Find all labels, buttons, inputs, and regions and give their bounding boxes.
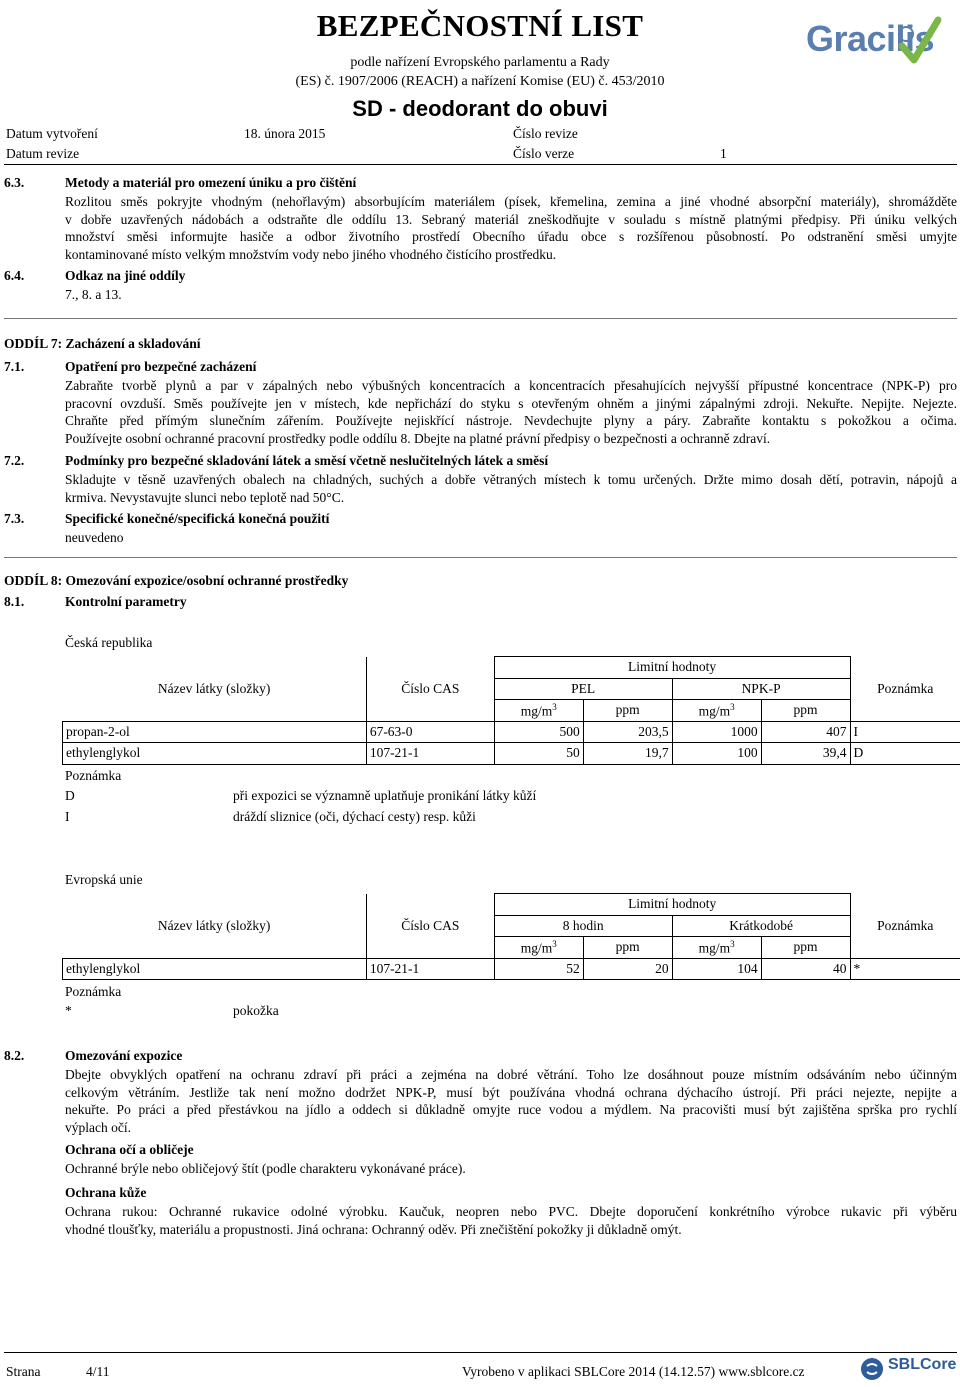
value-cell: 50 xyxy=(494,743,583,765)
header-subtitle-1: podle nařízení Evropského parlamentu a Rady xyxy=(350,55,610,70)
table-row xyxy=(63,721,960,743)
cz-limits-table xyxy=(62,656,960,765)
cz-country-label: Česká republika xyxy=(65,635,153,650)
version-value: 1 xyxy=(720,146,727,161)
value-cell: 203,5 xyxy=(583,721,672,743)
section-8-1-number: 8.1. xyxy=(4,594,25,609)
section-7-1-title: Opatření pro bezpečné zacházení xyxy=(65,359,257,374)
pel-header: PEL xyxy=(494,678,672,700)
table-row xyxy=(63,958,960,980)
value-cell: 19,7 xyxy=(583,743,672,765)
skin-protection-text: Ochrana rukou: Ochranné rukavice odolné výrobku. Kaučuk, neopren nebo PVC. Dbejte doporučení konkrétního výrobce rukavic při výběru vhodné tloušťky, materiálu a propustnosti. Jiná ochrana: Ochranný oděv. Při znečištění pokožky ji důkladně omýt. xyxy=(65,1204,957,1237)
section-6-4-number: 6.4. xyxy=(4,268,25,283)
revision-date-label: Datum revize xyxy=(6,146,80,161)
note-cell: I xyxy=(850,721,960,743)
unit-ppm: ppm xyxy=(583,700,672,722)
created-label: Datum vytvoření xyxy=(6,126,98,141)
note-header: Poznámka xyxy=(850,894,960,959)
short-term-header: Krátkodobé xyxy=(672,915,850,937)
cas-number: 107-21-1 xyxy=(366,743,494,765)
npk-header: NPK-P xyxy=(672,678,850,700)
eye-protection-text: Ochranné brýle nebo obličejový štít (podle charakteru vykonávané práce). xyxy=(65,1161,466,1176)
value-cell: 500 xyxy=(494,721,583,743)
value-cell: 100 xyxy=(672,743,761,765)
unit-ppm: ppm xyxy=(761,937,850,959)
unit-mgm3: $mg/m^3$ xyxy=(672,937,761,959)
cz-note-code: D xyxy=(65,788,75,803)
table-row xyxy=(63,743,960,765)
section-6-3-number: 6.3. xyxy=(4,175,25,190)
page-number: 4/11 xyxy=(86,1364,110,1379)
value-cell: 104 xyxy=(672,958,761,980)
unit-mgm3: $mg/m^3$ xyxy=(494,700,583,722)
substance-name: ethylenglykol xyxy=(63,743,367,765)
skin-protection-title: Ochrana kůže xyxy=(65,1185,147,1200)
section-8-heading: ODDÍL 8: Omezování expozice/osobní ochranné prostředky xyxy=(4,573,349,588)
revision-number-label: Číslo revize xyxy=(513,126,578,141)
cas-number: 67-63-0 xyxy=(366,721,494,743)
footer-divider xyxy=(4,1352,957,1353)
eu-limits-table xyxy=(62,893,960,980)
header-subtitle-2: (ES) č. 1907/2006 (REACH) a nařízení Komise (EU) č. 453/2010 xyxy=(295,74,665,89)
eight-hour-header: 8 hodin xyxy=(494,915,672,937)
eu-note-code: * xyxy=(65,1003,72,1018)
sblcore-logo: SBLCore xyxy=(888,1356,957,1373)
unit-mgm3: $mg/m^3$ xyxy=(672,700,761,722)
section-7-1-number: 7.1. xyxy=(4,359,25,374)
section-divider xyxy=(4,318,957,319)
limits-header: Limitní hodnoty xyxy=(494,894,850,916)
section-7-2-title: Podmínky pro bezpečné skladování látek a směsí včetně neslučitelných látek a směsí xyxy=(65,453,549,468)
cas-header: Číslo CAS xyxy=(366,657,494,722)
name-header: Název látky (složky) xyxy=(63,894,367,959)
cz-notes-label: Poznámka xyxy=(65,768,122,783)
substance-name: propan-2-ol xyxy=(63,721,367,743)
unit-mgm3: $mg/m^3$ xyxy=(494,937,583,959)
version-label: Číslo verze xyxy=(513,146,575,161)
section-6-4-text: 7., 8. a 13. xyxy=(65,287,122,302)
created-value: 18. února 2015 xyxy=(244,126,326,141)
note-cell: * xyxy=(850,958,960,980)
value-cell: 20 xyxy=(583,958,672,980)
value-cell: 52 xyxy=(494,958,583,980)
cz-note-code: I xyxy=(65,809,70,824)
section-6-4-title: Odkaz na jiné oddíly xyxy=(65,268,186,283)
header-divider xyxy=(4,164,957,165)
unit-ppm: ppm xyxy=(583,937,672,959)
section-7-heading: ODDÍL 7: Zacházení a skladování xyxy=(4,336,201,351)
document-title: BEZPEČNOSTNÍ LIST xyxy=(316,8,644,43)
cz-note-text: dráždí sliznice (oči, dýchací cesty) resp. kůži xyxy=(233,809,476,824)
section-6-3-title: Metody a materiál pro omezení úniku a pro čištění xyxy=(65,175,357,190)
note-cell: D xyxy=(850,743,960,765)
eye-protection-title: Ochrana očí a obličeje xyxy=(65,1142,194,1157)
section-7-3-title: Specifické konečné/specifická konečná použití xyxy=(65,511,330,526)
section-7-2-number: 7.2. xyxy=(4,453,25,468)
checkmark-icon xyxy=(888,12,948,76)
section-7-2-text: Skladujte v těsně uzavřených obalech na chladných, suchých a dobře větraných místech k tomu určených. Držte mimo dosah dětí, potravin, nápojů a krmiva. Nevystavujte slunci nebo teplotě nad 50°C. xyxy=(65,472,957,505)
generated-by: Vyrobeno v aplikaci SBLCore 2014 (14.12.57) www.sblcore.cz xyxy=(462,1364,805,1379)
cz-note-text: při expozici se významně uplatňuje pronikání látky kůží xyxy=(233,788,537,803)
section-7-1-text: Zabraňte tvorbě plynů a par v zápalných nebo výbušných koncentracích a koncentracích přesahujících nejvyšší přípustné koncentrace (NPK-P) pro pracovní ovzduší. Směs používejte jen v místech, kde nepřichází do styku s otevřeným ohněm a jinými zápalnými zdroji. Nekuřte. Nepijte. Nejezte. Chraňte před přímým slunečním zářením. Používejte nejiskřící nástroje. Nevdechujte plyny a páry. Zabraňte kontaktu s pokožkou a očima. Používejte osobní ochranné pracovní prostředky podle oddílu 8. Dbejte na platné právní předpisy o bezpečnosti a ochranně zdraví. xyxy=(65,378,957,446)
value-cell: 40 xyxy=(761,958,850,980)
section-7-3-number: 7.3. xyxy=(4,511,25,526)
section-divider xyxy=(4,557,957,558)
section-6-3-text: Rozlitou směs pokryjte vhodným (nehořlavým) absorbujícím materiálem (písek, křemelina, zemina a jiné vhodné absorpční materiály), shromážděte v dobře uzavřených nádobách a odstraňte dle oddílu 13. Sebraný materiál zneškodňujte v souladu s místně platnými předpisy. Při úniku velkých množství směsi informujte hasiče a odbor životního prostředí Obecního úřadu obce s rozšířenou působností. Po odstranění směsi umyjte kontaminované místo velkým množstvím vody nebo jiného vhodného čistícího prostředku. xyxy=(65,194,957,262)
eu-note-text: pokožka xyxy=(233,1003,279,1018)
sblcore-logo-icon xyxy=(860,1357,884,1385)
product-name: SD - deodorant do obuvi xyxy=(352,96,608,121)
value-cell: 407 xyxy=(761,721,850,743)
eu-notes-label: Poznámka xyxy=(65,984,122,999)
section-7-3-text: neuvedeno xyxy=(65,530,124,545)
section-8-1-title: Kontrolní parametry xyxy=(65,594,187,609)
substance-name: ethylenglykol xyxy=(63,958,367,980)
name-header: Název látky (složky) xyxy=(63,657,367,722)
unit-ppm: ppm xyxy=(761,700,850,722)
eu-country-label: Evropská unie xyxy=(65,872,143,887)
section-8-2-title: Omezování expozice xyxy=(65,1048,183,1063)
section-8-2-number: 8.2. xyxy=(4,1048,25,1063)
value-cell: 39,4 xyxy=(761,743,850,765)
gracilis-logo: Gracilis xyxy=(806,18,935,59)
section-8-2-text: Dbejte obvyklých opatření na ochranu zdraví při práci a zejména na dobré větrání. Toho lze dosáhnout pouze místním odsáváním nebo účinným celkovým větráním. Jestliže tak není možno dodržet NPK-P, musí být používána vhodná ochrana dýchacího ústrojí. Při práci nejezte, nepijte a nekuřte. Po práci a před přestávkou na jídlo a oddech si důkladně omyjte ruce vodou a mýdlem. Na pracovišti musí být zajištěna sprška pro rychlí výplach očí. xyxy=(65,1067,957,1135)
value-cell: 1000 xyxy=(672,721,761,743)
page-label: Strana xyxy=(6,1364,41,1379)
cas-header: Číslo CAS xyxy=(366,894,494,959)
cas-number: 107-21-1 xyxy=(366,958,494,980)
limits-header: Limitní hodnoty xyxy=(494,657,850,679)
note-header: Poznámka xyxy=(850,657,960,722)
